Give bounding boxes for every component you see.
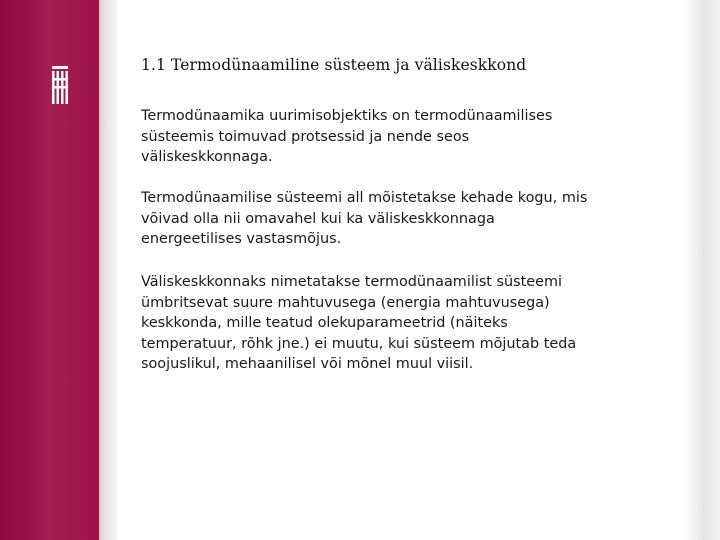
slide-title: 1.1 Termodünaamiline süsteem ja väliskeskkond — [141, 56, 527, 74]
sidebar-shadow — [99, 0, 117, 540]
paragraph-definition-environment: Väliskeskkonnaks nimetatakse termodünaamilist süsteemi ümbritsevat suure mahtuvusega (energia mahtuvusega) keskkonda, mille teatud olekuparameetrid (näiteks temperatuur, rõhk jne.) ei muutu, kui süsteem mõjutab teda soojuslikul, mehaanilisel või mõnel muul viisil. — [141, 274, 577, 373]
left-sidebar-band — [0, 0, 99, 540]
paragraph-definition-system: Termodünaamilise süsteemi all mõistetakse kehade kogu, mis võivad olla nii omavahel kui ka väliskeskkonnaga energeetilises vastasmõjus. — [141, 190, 588, 248]
paragraph-definition-thermodynamics: Termodünaamika uurimisobjektiks on termodünaamilises süsteemis toimuvad protsessid ja nende seos väliskeskkonnaga. — [141, 108, 553, 166]
grid-bars-icon — [52, 66, 68, 104]
right-edge-shade — [684, 0, 720, 540]
